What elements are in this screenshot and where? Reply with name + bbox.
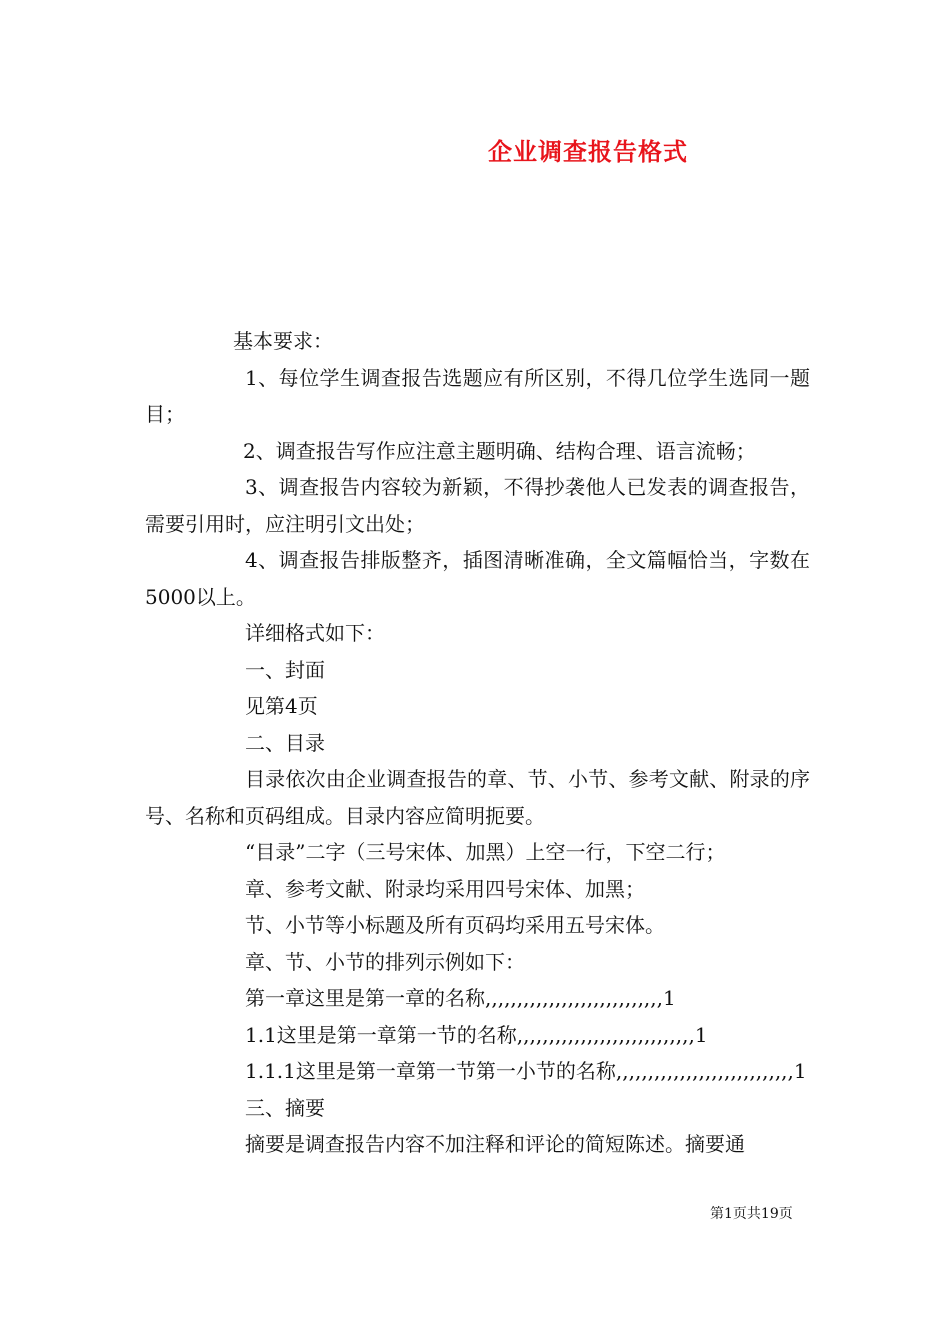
paragraph-requirement-1: 1、每位学生调查报告选题应有所区别，不得几位学生选同一题目； (145, 365, 810, 426)
toc-example-chapter: 第一章这里是第一章的名称,,,,,,,,,,,,,,,,,,,,,,,,,,,,1 (245, 986, 676, 1010)
paragraph-example-intro: 章、节、小节的排列示例如下： (245, 949, 525, 974)
page-footer: 第1页共19页 (710, 1206, 793, 1222)
paragraph-toc-description: 目录依次由企业调查报告的章、节、小节、参考文献、附录的序号、名称和页码组成。目录内容应简明扼要。 (145, 767, 810, 828)
paragraph-toc-title-format: “目录”二字（三号宋体、加黑）上空一行，下空二行； (245, 840, 726, 864)
paragraph-requirement-2: 2、调查报告写作应注意主题明确、结构合理、语言流畅； (243, 438, 756, 463)
paragraph-abstract-description: 摘要是调查报告内容不加注释和评论的简短陈述。摘要通 (245, 1132, 745, 1156)
paragraph-format-intro: 详细格式如下： (245, 621, 385, 645)
paragraph-chapter-format: 章、参考文献、附录均采用四号宋体、加黑； (245, 876, 645, 901)
paragraph-cover-page-ref: 见第4页 (245, 694, 318, 718)
paragraph-section-format: 节、小节等小标题及所有页码均采用五号宋体。 (245, 913, 665, 937)
document-body (145, 323, 810, 1163)
toc-example-section: 1.1这里是第一章第一节的名称,,,,,,,,,,,,,,,,,,,,,,,,,,,,1 (245, 1022, 708, 1047)
paragraph-basic-requirements: 基本要求： (233, 329, 333, 353)
toc-example-subsection: 1.1.1这里是第一章第一节第一小节的名称,,,,,,,,,,,,,,,,,,,,,,,,,,,,1 (245, 1059, 807, 1083)
paragraph-requirement-3: 3、调查报告内容较为新颖，不得抄袭他人已发表的调查报告，需要引用时，应注明引文出处； (145, 475, 810, 536)
heading-abstract: 三、摘要 (245, 1095, 325, 1120)
paragraph-requirement-4: 4、调查报告排版整齐，插图清晰准确，全文篇幅恰当，字数在5000以上。 (145, 548, 810, 609)
page-title: 企业调查报告格式 (488, 137, 688, 166)
heading-toc: 二、目录 (245, 730, 325, 755)
heading-cover: 一、封面 (245, 657, 325, 682)
